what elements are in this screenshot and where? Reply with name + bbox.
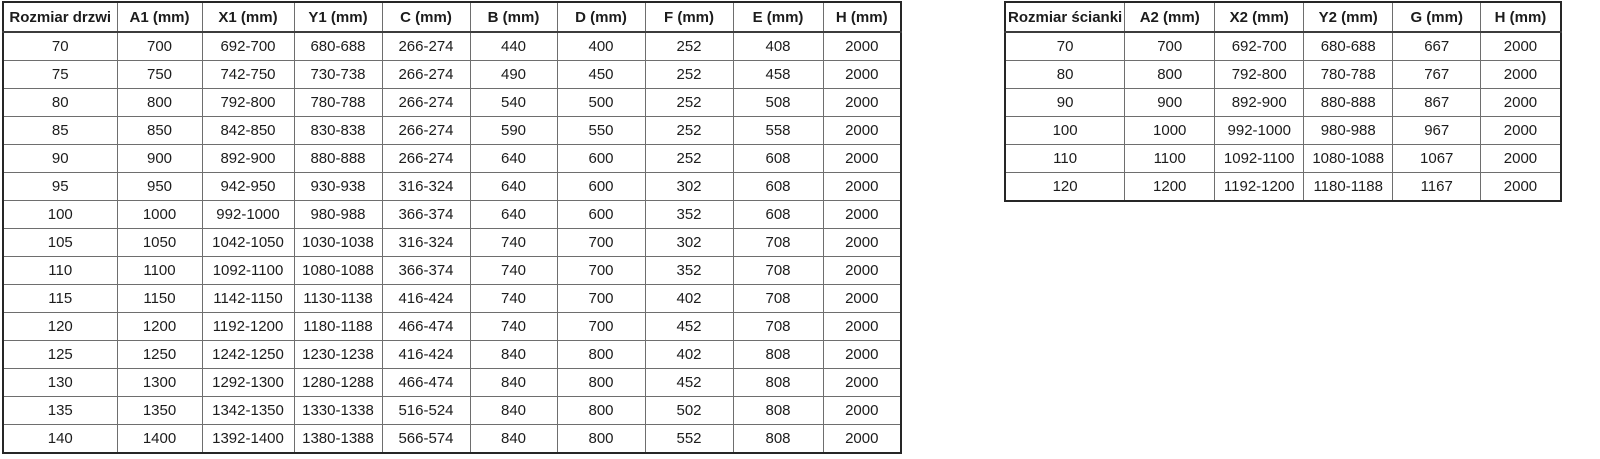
table-cell: 800 [557, 425, 645, 454]
table-cell: 450 [557, 61, 645, 89]
table-cell: 70 [3, 32, 117, 61]
table-row [3, 173, 901, 201]
table-cell: 1100 [117, 257, 202, 285]
table-cell: 700 [557, 313, 645, 341]
table-cell: 942-950 [202, 173, 294, 201]
table-cell: 1230-1238 [294, 341, 382, 369]
table-cell: 1067 [1393, 145, 1481, 173]
table-cell: 708 [733, 285, 823, 313]
table-cell: 892-900 [202, 145, 294, 173]
table-cell: 2000 [823, 425, 901, 454]
table-cell: 100 [1005, 117, 1125, 145]
table-cell: 252 [645, 145, 733, 173]
table-cell: 440 [470, 32, 557, 61]
table-cell: 140 [3, 425, 117, 454]
column-header: F (mm) [645, 2, 733, 32]
table-cell: 608 [733, 145, 823, 173]
column-header: H (mm) [823, 2, 901, 32]
table-cell: 792-800 [1215, 61, 1304, 89]
table-cell: 2000 [823, 397, 901, 425]
table-cell: 252 [645, 61, 733, 89]
table-cell: 90 [1005, 89, 1125, 117]
table-cell: 120 [3, 313, 117, 341]
table-cell: 1192-1200 [202, 313, 294, 341]
table-cell: 75 [3, 61, 117, 89]
table-cell: 640 [470, 173, 557, 201]
table-cell: 416-424 [382, 341, 470, 369]
table-cell: 700 [117, 32, 202, 61]
table-cell: 2000 [823, 229, 901, 257]
table-row [3, 32, 901, 61]
header-row [3, 2, 901, 32]
column-header: Rozmiar ścianki [1005, 2, 1125, 32]
table-cell: 558 [733, 117, 823, 145]
table-cell: 2000 [823, 32, 901, 61]
table-cell: 992-1000 [202, 201, 294, 229]
table-cell: 502 [645, 397, 733, 425]
table-cell: 80 [3, 89, 117, 117]
table-row [3, 229, 901, 257]
table-cell: 840 [470, 425, 557, 454]
table-cell: 70 [1005, 32, 1125, 61]
table-cell: 1192-1200 [1215, 173, 1304, 202]
table-cell: 700 [1125, 32, 1215, 61]
table-cell: 1092-1100 [202, 257, 294, 285]
table-cell: 402 [645, 285, 733, 313]
table-cell: 110 [3, 257, 117, 285]
table-cell: 808 [733, 341, 823, 369]
table-cell: 1200 [117, 313, 202, 341]
table-cell: 800 [557, 341, 645, 369]
table-row [1005, 89, 1561, 117]
table-cell: 842-850 [202, 117, 294, 145]
table-row [1005, 61, 1561, 89]
table-cell: 466-474 [382, 369, 470, 397]
table-cell: 1167 [1393, 173, 1481, 202]
table-cell: 1300 [117, 369, 202, 397]
table-cell: 452 [645, 369, 733, 397]
table-cell: 366-374 [382, 257, 470, 285]
table-cell: 1092-1100 [1215, 145, 1304, 173]
table-cell: 808 [733, 397, 823, 425]
table-cell: 402 [645, 341, 733, 369]
table-cell: 808 [733, 369, 823, 397]
table-cell: 700 [557, 285, 645, 313]
column-header: H (mm) [1481, 2, 1561, 32]
table-cell: 95 [3, 173, 117, 201]
table-row [1005, 32, 1561, 61]
table-cell: 1000 [117, 201, 202, 229]
table-cell: 452 [645, 313, 733, 341]
table-cell: 1380-1388 [294, 425, 382, 454]
table-cell: 266-274 [382, 89, 470, 117]
table-row [3, 341, 901, 369]
table-cell: 90 [3, 145, 117, 173]
table-cell: 466-474 [382, 313, 470, 341]
table-cell: 900 [1125, 89, 1215, 117]
table-cell: 980-988 [294, 201, 382, 229]
table-cell: 2000 [1481, 32, 1561, 61]
table-cell: 302 [645, 173, 733, 201]
table-row [3, 313, 901, 341]
table-cell: 2000 [1481, 61, 1561, 89]
table-cell: 900 [117, 145, 202, 173]
column-header: Y1 (mm) [294, 2, 382, 32]
table-cell: 708 [733, 313, 823, 341]
table-cell: 1130-1138 [294, 285, 382, 313]
table-cell: 700 [557, 257, 645, 285]
table-cell: 2000 [1481, 89, 1561, 117]
door-size-table [2, 1, 902, 454]
table-cell: 125 [3, 341, 117, 369]
table-row [3, 201, 901, 229]
table-cell: 80 [1005, 61, 1125, 89]
table-cell: 1080-1088 [294, 257, 382, 285]
table-cell: 730-738 [294, 61, 382, 89]
table-cell: 1350 [117, 397, 202, 425]
table-cell: 266-274 [382, 117, 470, 145]
table-row [3, 285, 901, 313]
table-cell: 1030-1038 [294, 229, 382, 257]
table-cell: 120 [1005, 173, 1125, 202]
table-cell: 416-424 [382, 285, 470, 313]
table-cell: 667 [1393, 32, 1481, 61]
column-header: A2 (mm) [1125, 2, 1215, 32]
table-cell: 2000 [823, 369, 901, 397]
table-cell: 1292-1300 [202, 369, 294, 397]
table-cell: 2000 [823, 285, 901, 313]
table-cell: 930-938 [294, 173, 382, 201]
table-cell: 600 [557, 145, 645, 173]
table-cell: 1050 [117, 229, 202, 257]
table-cell: 266-274 [382, 61, 470, 89]
table-row [3, 117, 901, 145]
table-cell: 1392-1400 [202, 425, 294, 454]
table-cell: 1142-1150 [202, 285, 294, 313]
table-cell: 740 [470, 285, 557, 313]
table-cell: 992-1000 [1215, 117, 1304, 145]
table-cell: 740 [470, 257, 557, 285]
wall-panel-size-table [1004, 1, 1562, 202]
column-header: C (mm) [382, 2, 470, 32]
column-header: Y2 (mm) [1304, 2, 1393, 32]
table-cell: 105 [3, 229, 117, 257]
table-cell: 252 [645, 117, 733, 145]
table-cell: 708 [733, 257, 823, 285]
table-cell: 2000 [823, 173, 901, 201]
table-cell: 352 [645, 201, 733, 229]
table-cell: 1330-1338 [294, 397, 382, 425]
table-cell: 1000 [1125, 117, 1215, 145]
table-cell: 1100 [1125, 145, 1215, 173]
table-cell: 316-324 [382, 173, 470, 201]
table-cell: 640 [470, 201, 557, 229]
table-cell: 2000 [823, 201, 901, 229]
table-cell: 780-788 [1304, 61, 1393, 89]
table-cell: 840 [470, 369, 557, 397]
table-cell: 2000 [823, 257, 901, 285]
table-cell: 680-688 [1304, 32, 1393, 61]
table-cell: 1242-1250 [202, 341, 294, 369]
table-cell: 692-700 [202, 32, 294, 61]
table-cell: 767 [1393, 61, 1481, 89]
table-cell: 740 [470, 313, 557, 341]
table-cell: 740 [470, 229, 557, 257]
table-cell: 2000 [1481, 145, 1561, 173]
table-cell: 550 [557, 117, 645, 145]
table-row [3, 89, 901, 117]
table-cell: 590 [470, 117, 557, 145]
table-cell: 400 [557, 32, 645, 61]
table-cell: 800 [117, 89, 202, 117]
table-cell: 266-274 [382, 32, 470, 61]
table-cell: 750 [117, 61, 202, 89]
table-cell: 352 [645, 257, 733, 285]
table-cell: 640 [470, 145, 557, 173]
table-cell: 830-838 [294, 117, 382, 145]
table-cell: 1280-1288 [294, 369, 382, 397]
table-row [3, 369, 901, 397]
column-header: G (mm) [1393, 2, 1481, 32]
table-cell: 2000 [1481, 117, 1561, 145]
table-cell: 252 [645, 32, 733, 61]
table-cell: 780-788 [294, 89, 382, 117]
table-cell: 316-324 [382, 229, 470, 257]
table-cell: 1180-1188 [294, 313, 382, 341]
table-cell: 880-888 [294, 145, 382, 173]
table-cell: 100 [3, 201, 117, 229]
table-cell: 500 [557, 89, 645, 117]
table-row [3, 145, 901, 173]
table-row [3, 257, 901, 285]
table-cell: 600 [557, 201, 645, 229]
table-cell: 1080-1088 [1304, 145, 1393, 173]
table-cell: 800 [557, 397, 645, 425]
table-cell: 867 [1393, 89, 1481, 117]
table-cell: 808 [733, 425, 823, 454]
table-cell: 967 [1393, 117, 1481, 145]
table-cell: 252 [645, 89, 733, 117]
table-cell: 2000 [823, 313, 901, 341]
table-cell: 516-524 [382, 397, 470, 425]
table-cell: 366-374 [382, 201, 470, 229]
table-row [3, 397, 901, 425]
table-cell: 266-274 [382, 145, 470, 173]
table-cell: 85 [3, 117, 117, 145]
table-cell: 1150 [117, 285, 202, 313]
table-cell: 800 [557, 369, 645, 397]
table-cell: 1180-1188 [1304, 173, 1393, 202]
table-cell: 880-888 [1304, 89, 1393, 117]
table-cell: 566-574 [382, 425, 470, 454]
table-cell: 115 [3, 285, 117, 313]
table-cell: 1200 [1125, 173, 1215, 202]
table-cell: 600 [557, 173, 645, 201]
column-header: Rozmiar drzwi [3, 2, 117, 32]
table-cell: 708 [733, 229, 823, 257]
table-row [3, 425, 901, 454]
table-cell: 700 [557, 229, 645, 257]
table-cell: 540 [470, 89, 557, 117]
table-cell: 490 [470, 61, 557, 89]
table-cell: 692-700 [1215, 32, 1304, 61]
table-cell: 800 [1125, 61, 1215, 89]
table-cell: 1400 [117, 425, 202, 454]
table-cell: 2000 [823, 341, 901, 369]
table-cell: 840 [470, 397, 557, 425]
table-cell: 1042-1050 [202, 229, 294, 257]
table-cell: 1250 [117, 341, 202, 369]
table-cell: 840 [470, 341, 557, 369]
table-cell: 2000 [823, 145, 901, 173]
table-cell: 2000 [1481, 173, 1561, 202]
table-row [1005, 173, 1561, 202]
column-header: E (mm) [733, 2, 823, 32]
table-cell: 110 [1005, 145, 1125, 173]
table-cell: 742-750 [202, 61, 294, 89]
table-cell: 950 [117, 173, 202, 201]
table-cell: 2000 [823, 117, 901, 145]
table-cell: 892-900 [1215, 89, 1304, 117]
table-cell: 792-800 [202, 89, 294, 117]
table-cell: 302 [645, 229, 733, 257]
table-cell: 850 [117, 117, 202, 145]
table-row [1005, 117, 1561, 145]
table-cell: 130 [3, 369, 117, 397]
column-header: X1 (mm) [202, 2, 294, 32]
table-cell: 680-688 [294, 32, 382, 61]
table-cell: 508 [733, 89, 823, 117]
table-cell: 980-988 [1304, 117, 1393, 145]
table-cell: 408 [733, 32, 823, 61]
table-cell: 2000 [823, 61, 901, 89]
table-cell: 135 [3, 397, 117, 425]
column-header: D (mm) [557, 2, 645, 32]
table-row [3, 61, 901, 89]
table-row [1005, 145, 1561, 173]
column-header: X2 (mm) [1215, 2, 1304, 32]
table-cell: 458 [733, 61, 823, 89]
column-header: B (mm) [470, 2, 557, 32]
table-cell: 608 [733, 201, 823, 229]
table-cell: 552 [645, 425, 733, 454]
table-cell: 2000 [823, 89, 901, 117]
column-header: A1 (mm) [117, 2, 202, 32]
table-cell: 608 [733, 173, 823, 201]
header-row [1005, 2, 1561, 32]
table-cell: 1342-1350 [202, 397, 294, 425]
